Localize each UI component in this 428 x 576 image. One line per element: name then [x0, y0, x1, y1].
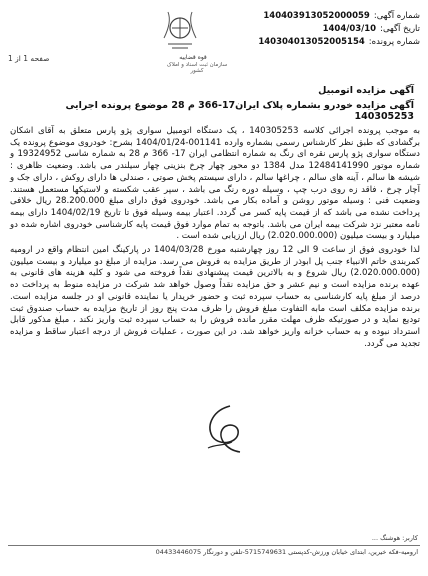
footer-address: ارومیه-فکه خیرین، ابتدای خیابان ورزش-کدپستی 5715749631-تلفن و دورنگار 04433446075 [155, 548, 418, 556]
org-name: قوه قضاییه [179, 54, 207, 61]
notice-number: 140403913052000059 [263, 11, 370, 21]
notice-date-row [170, 23, 420, 36]
notice-subject: آگهی مزایده خودرو بشماره پلاک ایران17-366 م 28 موضوع پرونده اجرایی 140305253 [65, 100, 414, 122]
notice-number-row [170, 10, 420, 23]
notice-date-label: تاریخ آگهی: [380, 24, 420, 34]
body-paragraph: لذا خودروی فوق از ساعت 9 الی 12 روز چهارشنبه مورخ 1404/03/28 در پارکینگ امین انتظام واقع در ارومیه کمربندی خاتم الانبیاء جنب پل ابوذر از طریق مزایده به فروش می رسد. مزایده از مبلغ دو میلیارد و بیست میلیون (2.020.000.000) ریال شروع و به بالاترین قیمت پیشنهادی نقداً فروخته می شود و کلیه هزینه های قانونی به عهده برنده مزایده است و نیم عشر و حق مزایده نقداً وصول خواهد شد شرکت در مزایده منوط به پرداخت ده درصد از مبلغ پایه کارشناسی به حساب سپرده ثبت و حضور خریدار یا نماینده قانونی او در جلسه مزایده است. برنده مزایده مکلف است مابه التفاوت مبلغ فروش را ظرف مدت پنج روز از تاریخ مزایده به حساب صندوق ثبت تودیع نماید و در صورتیکه ظرف مهلت مقرر مانده فروش را به حساب سپرده ثبت واریز نکند ، مبلغ مذکور قابل استرداد نبوده و به حساب خزانه واریز خواهد شد. در این صورت ، عملیات فروش از درجه اعتبار ساقط و مزایده تجدید می گردد. [10, 245, 420, 349]
file-number-row [170, 36, 420, 49]
notice-body [10, 126, 420, 352]
notice-meta [170, 10, 420, 49]
notice-title: آگهی مزایده اتومبیل [318, 85, 414, 96]
body-paragraph: به موجب پرونده اجرائی کلاسه 140305253 ، یک دستگاه اتومبیل سواری پژو پارس متعلق به آقای اشکان برگشادی که طبق نظر کارشناس رسمی بشماره وارده 001141-1404/01/24 بشرح: خودروی موضوع پرونده یک دستگاه سواری پژو پارس نقره ای رنگ به شماره انتظامی ایران 17- 366 م 28 به شماره شاسی 19324952 و شماره موتور 12484141990 مدل 1384 دو محور چهار چرخ بنزینی چهار سیلندر می باشد. وضعیت ظاهری : شیشه ها سالم ، آینه های سالم ، چراغها سالم ، دارای سیستم پخش صوتی ، صندلی ها دارای روکش ، دارای جک و آچار چرخ ، فاقد زه روی درب چپ ، وسیله دوره رنگ می باشد ، سپر عقب شکسته و لاستیکها مستعمل هستند. وضعیت فنی : وسیله موتور روشن و آماده بکار می باشد. خودروی فوق دارای مبلغ 28.200.000 ریال خلافی پرداخت نشده می باشد که از قیمت پایه کسر می گردد. اعتبار بیمه وسیله فوق تا تاریخ 1404/02/19 دارای بیمه نامه معتبر نزد شرکت بیمه ایران می باشد. باتوجه به تمام موارد فوق قیمت پایه کارشناسی خودروی اشاره شده دو میلیارد و بیست میلیون (2.020.000.000) ریال ارزیابی شده است . [10, 126, 420, 242]
footer-officer: کاربر: هوشنگ ... [371, 534, 418, 542]
file-number: 140304013052005154 [258, 37, 365, 47]
signature-icon [196, 400, 252, 458]
footer-divider [8, 545, 420, 546]
org-subname: سازمان ثبت اسناد و املاک کشور [166, 62, 228, 74]
notice-date: 1404/03/10 [322, 24, 377, 34]
signature [196, 400, 252, 458]
page-indicator: صفحه 1 از 1 [8, 54, 50, 63]
file-number-label: شماره پرونده: [368, 37, 420, 47]
notice-number-label: شماره آگهی: [373, 11, 420, 21]
